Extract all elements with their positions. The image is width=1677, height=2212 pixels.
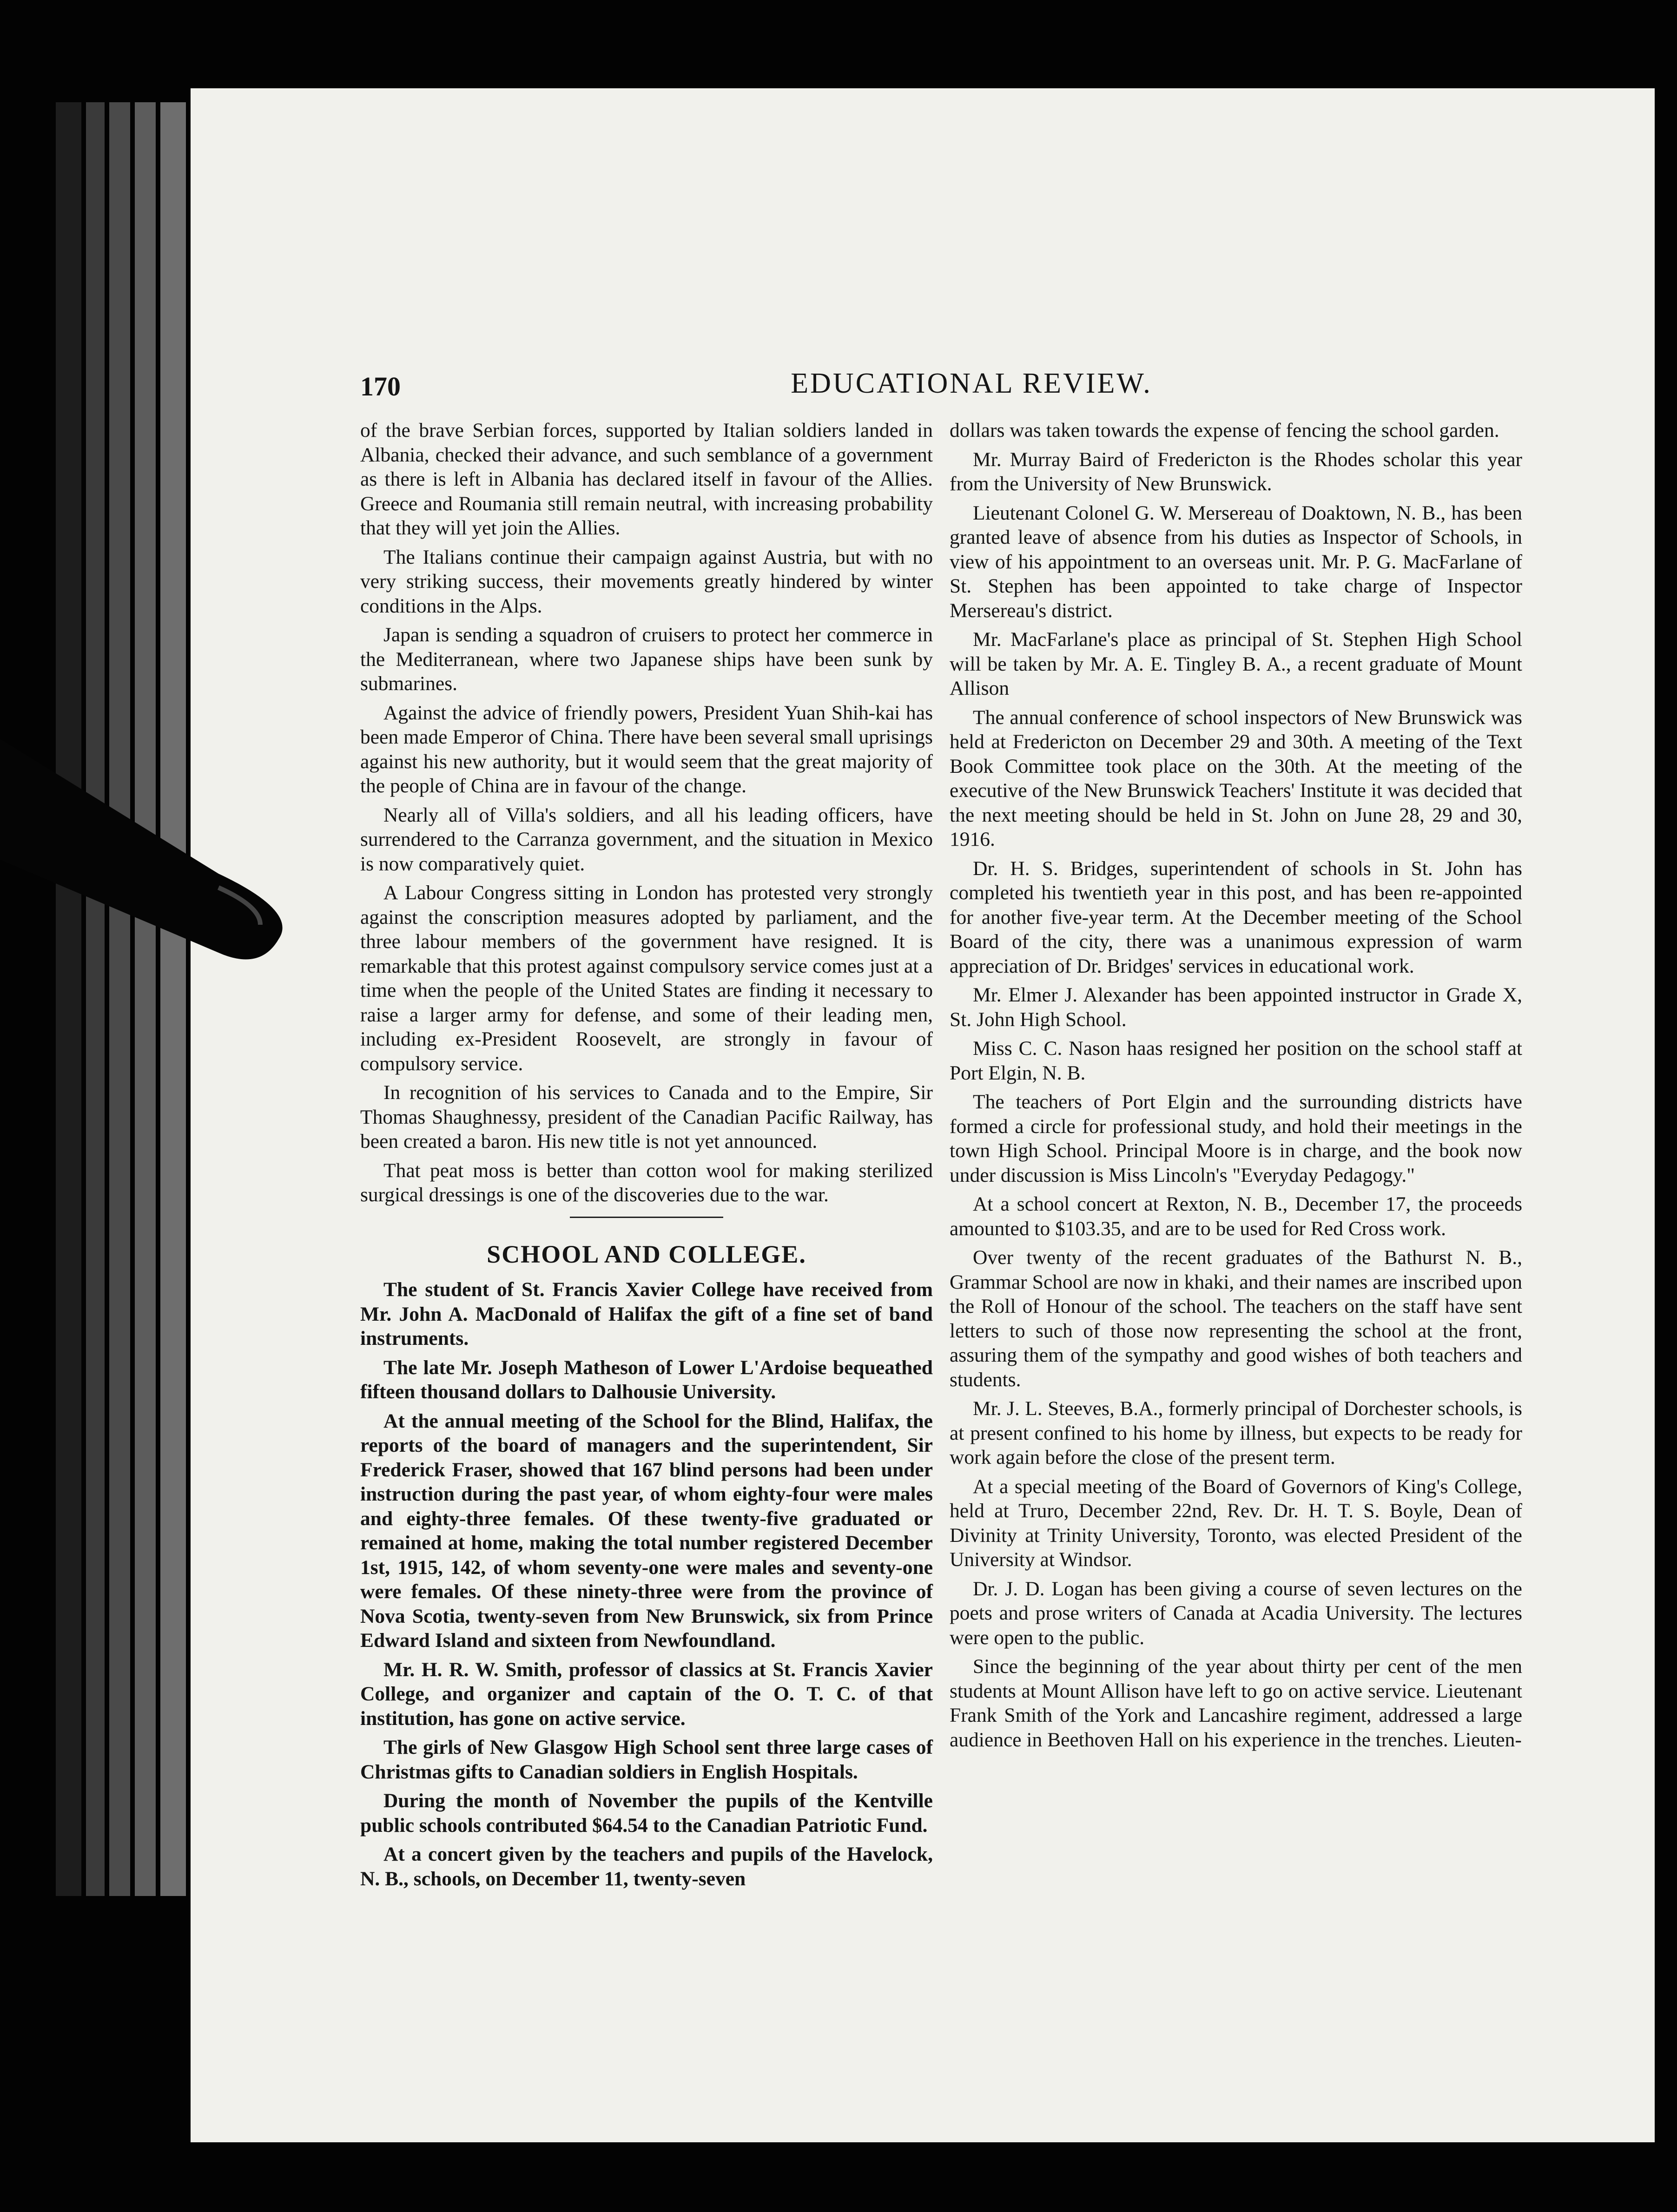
page-number: 170 bbox=[360, 371, 401, 402]
paragraph: The girls of New Glasgow High School sent three large cases of Christmas gifts to Canadian soldiers in English Hospitals. bbox=[360, 1736, 933, 1783]
section-heading: SCHOOL AND COLLEGE. bbox=[487, 1240, 806, 1268]
paragraph: Nearly all of Villa's soldiers, and all his leading officers, have surrendered to the Carranza government, and the situation in Mexico is now comparatively quiet. bbox=[360, 803, 933, 875]
paragraph: In recognition of his services to Canada and to the Empire, Sir Thomas Shaughnessy, president of the Canadian Pacific Railway, has been created a baron. His new title is not yet announced. bbox=[360, 1081, 933, 1152]
paragraph: A Labour Congress sitting in London has protested very strongly against the conscription measures adopted by parliament, and the three labour members of the government have resigned. It is remarkable that this protest against compulsory service comes just at a time when the people of the United States are finding it necessary to raise a larger army for defense, and some of their leading men, including ex-President Roosevelt, are strongly in favour of compulsory service. bbox=[360, 882, 933, 1075]
paragraph: At a school concert at Rexton, N. B., December 17, the proceeds amounted to $103.35, and are to be used for Red Cross work. bbox=[950, 1193, 1522, 1240]
paragraph: Miss C. C. Nason haas resigned her position on the school staff at Port Elgin, N. B. bbox=[950, 1037, 1522, 1084]
running-head: EDUCATIONAL REVIEW. bbox=[791, 368, 1152, 399]
book-edge bbox=[135, 102, 156, 1896]
paragraph: The annual conference of school inspectors of New Brunswick was held at Fredericton on December 29 and 30th. A meeting of the Text Book Committee took place on the 30th. At the meeting of the executive of the New Brunswick Teachers' Institute it was decided that the next meeting should be held in St. John on June 28, 29 and 30, 1916. bbox=[950, 706, 1522, 850]
paragraph: At a special meeting of the Board of Governors of King's College, held at Truro, December 22nd, Rev. Dr. H. T. S. Boyle, Dean of Divinity at Trinity University, Toronto, was elected President of the University at Windsor. bbox=[950, 1475, 1522, 1571]
paragraph: Mr. MacFarlane's place as principal of St. Stephen High School will be taken by Mr. A. E. Tingley B. A., a recent graduate of Mount Allison bbox=[950, 628, 1522, 699]
paragraph: That peat moss is better than cotton wool for making sterilized surgical dressings is one of the discoveries due to the war. bbox=[360, 1159, 933, 1206]
paragraph: Dr. J. D. Logan has been giving a course of seven lectures on the poets and prose writers of Canada at Acadia University. The lectures were open to the public. bbox=[950, 1577, 1522, 1649]
paragraph: Mr. Elmer J. Alexander has been appointed instructor in Grade X, St. John High School. bbox=[950, 984, 1522, 1031]
book-edge bbox=[160, 102, 186, 1896]
section-divider bbox=[570, 1217, 723, 1218]
paragraph: Dr. H. S. Bridges, superintendent of schools in St. John has completed his twentieth year in this post, and has been re-appointed for another five-year term. At the December meeting of the School Board of the city, there was a unanimous expression of warm appreciation of Dr. Bridges' services in educational work. bbox=[950, 857, 1522, 977]
book-page bbox=[191, 88, 1655, 2142]
paragraph: of the brave Serbian forces, supported by Italian soldiers landed in Albania, checked their advance, and such semblance of a government as there is left in Albania has declared itself in favour of the Allies. Greece and Roumania still remain neutral, with increasing probability that they will yet join the Allies. bbox=[360, 419, 933, 539]
section-body bbox=[360, 1277, 933, 1891]
paragraph: Japan is sending a squadron of cruisers to protect her commerce in the Mediterranean, where two Japanese ships have been sunk by submarines. bbox=[360, 624, 933, 695]
book-edge bbox=[86, 102, 105, 1896]
paragraph: Since the beginning of the year about thirty per cent of the men students at Mount Allison have left to go on active service. Lieutenant Frank Smith of the York and Lancashire regiment, addressed a large audience in Beethoven Hall on his experience in the trenches. Lieuten- bbox=[950, 1655, 1522, 1751]
paragraph: Over twenty of the recent graduates of the Bathurst N. B., Grammar School are now in khaki, and their names are inscribed upon the Roll of Honour of the school. The teachers on the staff have sent letters to such of those now representing the school at the front, assuring them of the sympathy and good wishes of both teachers and students. bbox=[950, 1246, 1522, 1391]
paragraph: Mr. Murray Baird of Fredericton is the Rhodes scholar this year from the University of New Brunswick. bbox=[950, 448, 1522, 495]
paragraph: dollars was taken towards the expense of fencing the school garden. bbox=[950, 419, 1499, 441]
page-content bbox=[360, 265, 1583, 2114]
paragraph: The Italians continue their campaign against Austria, but with no very striking success, their movements greatly hindered by winter conditions in the Alps. bbox=[360, 546, 933, 617]
paragraph: The teachers of Port Elgin and the surrounding districts have formed a circle for professional study, and hold their meetings in the town High School. Principal Moore is in charge, and the book now under discussion is Miss Lincoln's "Everyday Pedagogy." bbox=[950, 1091, 1522, 1186]
right-column bbox=[950, 418, 1522, 1757]
paragraph: During the month of November the pupils of the Kentville public schools contributed $64.54 to the Canadian Patriotic Fund. bbox=[360, 1790, 933, 1837]
book-edge bbox=[109, 102, 130, 1896]
paragraph: The late Mr. Joseph Matheson of Lower L'Ardoise bequeathed fifteen thousand dollars to Dalhousie University. bbox=[360, 1356, 933, 1403]
paragraph: Lieutenant Colonel G. W. Mersereau of Doaktown, N. B., has been granted leave of absence from his duties as Inspector of Schools, in view of his appointment to an overseas unit. Mr. P. G. MacFarlane of St. Stephen has been appointed to take charge of Inspector Mersereau's district. bbox=[950, 501, 1522, 622]
paragraph: The student of St. Francis Xavier College have received from Mr. John A. MacDonald of Halifax the gift of a fine set of band instruments. bbox=[360, 1278, 933, 1350]
paragraph: Mr. H. R. W. Smith, professor of classics at St. Francis Xavier College, and organizer and captain of the O. T. C. of that institution, has gone on active service. bbox=[360, 1658, 933, 1730]
paragraph: At the annual meeting of the School for the Blind, Halifax, the reports of the board of managers and the superintendent, Sir Frederick Fraser, showed that 167 blind persons had been under instruction during the past year, of whom eighty-four were males and eighty-three females. Of these twenty-five graduated or remained at home, making the total number registered December 1st, 1915, 142, of whom seventy-one were males and seventy-one were females. Of these ninety-three were from the province of Nova Scotia, twenty-seven from New Brunswick, six from Prince Edward Island and sixteen from Newfoundland. bbox=[360, 1409, 933, 1652]
page-holder-shadow bbox=[0, 720, 302, 981]
paragraph: At a concert given by the teachers and pupils of the Havelock, N. B., schools, on December 11, twenty-seven bbox=[360, 1843, 933, 1890]
book-edge bbox=[56, 102, 81, 1896]
paragraph: Mr. J. L. Steeves, B.A., formerly principal of Dorchester schools, is at present confined to his home by illness, but expects to be ready for work again before the close of the present term. bbox=[950, 1397, 1522, 1468]
left-column bbox=[360, 418, 933, 1896]
paragraph: Against the advice of friendly powers, President Yuan Shih-kai has been made Emperor of China. There have been several small uprisings against his new authority, but it would seem that the great majority of the people of China are in favour of the change. bbox=[360, 701, 933, 797]
